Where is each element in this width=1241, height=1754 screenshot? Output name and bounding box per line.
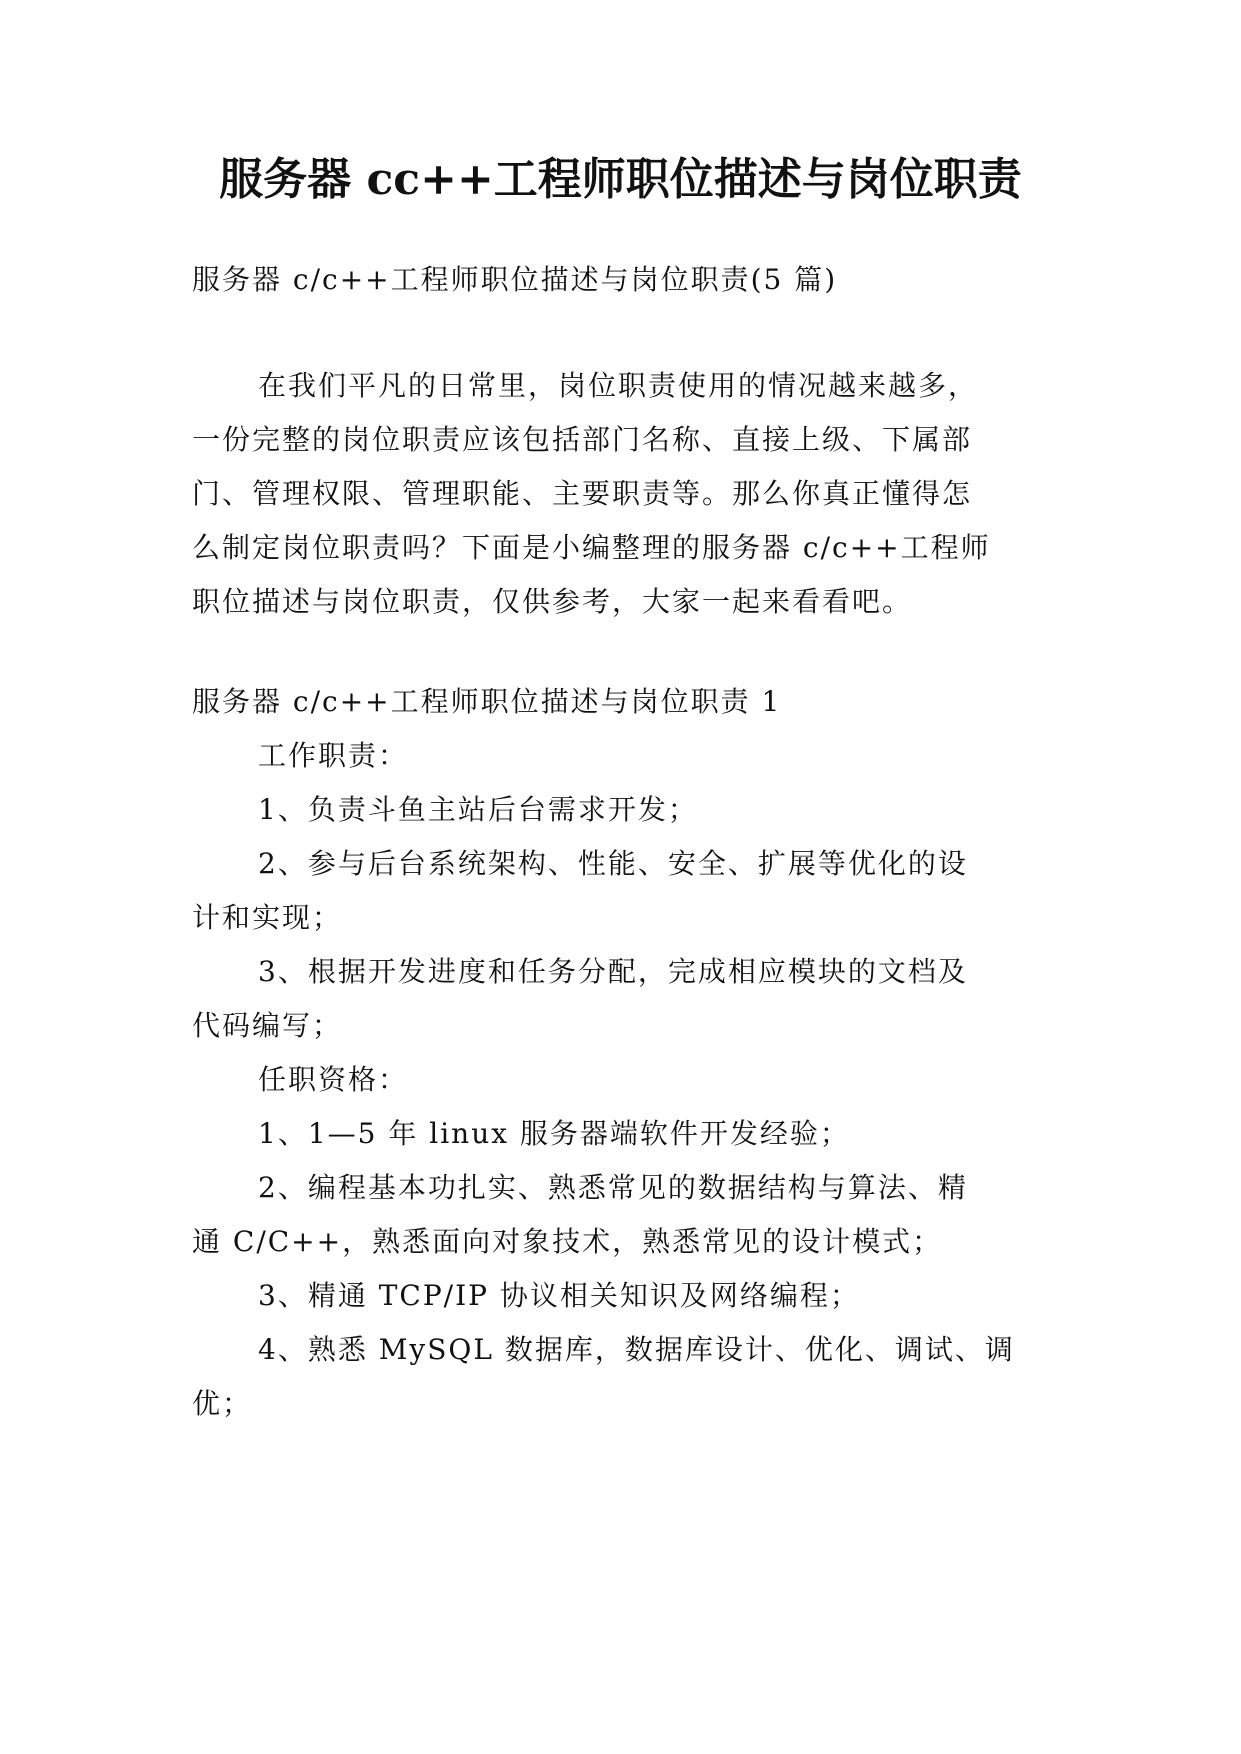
duties-label: 工作职责： (258, 739, 409, 772)
duty-line-2: 2、参与后台系统架构、性能、安全、扩展等优化的设 (258, 847, 968, 880)
qual-line-1: 1、1—5 年 linux 服务器端软件开发经验； (258, 1117, 850, 1150)
qual-line-3: 通 C/C++，熟悉面向对象技术，熟悉常见的设计模式； (192, 1225, 943, 1258)
intro-line-5: 职位描述与岗位职责，仅供参考，大家一起来看看吧。 (192, 585, 913, 618)
qual-line-6: 优； (192, 1387, 253, 1420)
duty-line-4: 3、根据开发进度和任务分配，完成相应模块的文档及 (258, 955, 968, 988)
quals-label: 任职资格： (258, 1063, 409, 1096)
section-heading: 服务器 c/c++工程师职位描述与岗位职责 1 (192, 685, 782, 718)
intro-line-1: 在我们平凡的日常里，岗位职责使用的情况越来越多， (258, 369, 979, 402)
qual-line-5: 4、熟悉 MySQL 数据库，数据库设计、优化、调试、调 (258, 1333, 1015, 1366)
intro-line-4: 么制定岗位职责吗？下面是小编整理的服务器 c/c++工程师 (192, 531, 991, 564)
document-subtitle: 服务器 c/c++工程师职位描述与岗位职责(5 篇) (192, 263, 838, 296)
document-title: 服务器 cc++工程师职位描述与岗位职责 (219, 154, 1022, 205)
intro-line-2: 一份完整的岗位职责应该包括部门名称、直接上级、下属部 (192, 423, 973, 456)
qual-line-4: 3、精通 TCP/IP 协议相关知识及网络编程； (258, 1279, 860, 1312)
intro-line-3: 门、管理权限、管理职能、主要职责等。那么你真正懂得怎 (192, 477, 973, 510)
duty-line-5: 代码编写； (192, 1009, 343, 1042)
duty-line-1: 1、负责斗鱼主站后台需求开发； (258, 793, 698, 826)
duty-line-3: 计和实现； (192, 901, 343, 934)
qual-line-2: 2、编程基本功扎实、熟悉常见的数据结构与算法、精 (258, 1171, 968, 1204)
